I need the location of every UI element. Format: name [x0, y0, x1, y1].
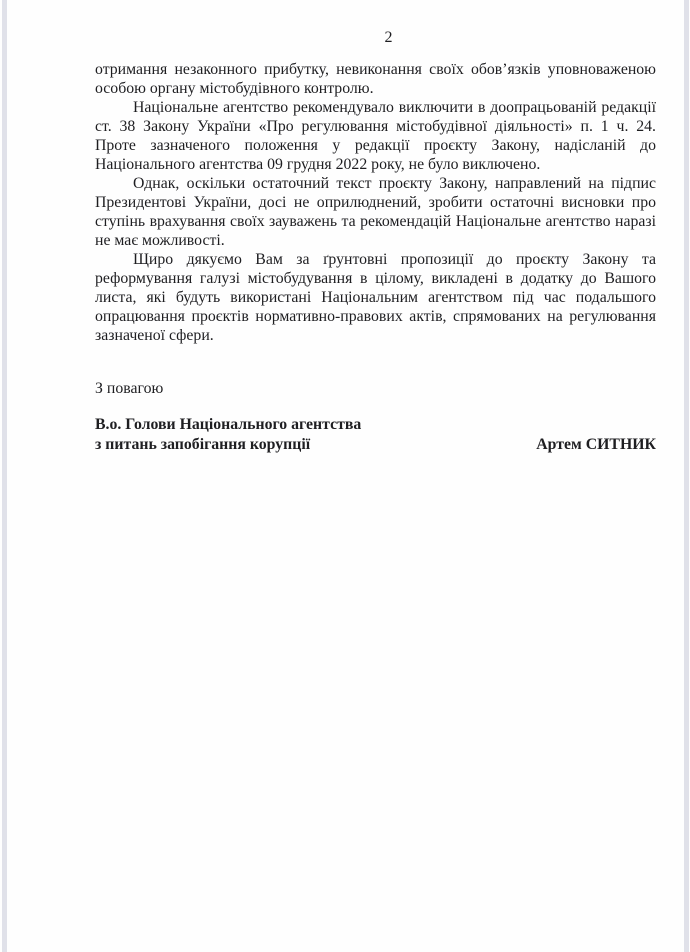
signature-block [95, 415, 656, 455]
signer-title-line1: В.о. Голови Національного агентства [95, 416, 362, 433]
page-content [95, 28, 656, 455]
closing-salutation: З повагою [95, 380, 164, 397]
paragraph: Національне агентство рекомендувало виключити в доопрацьованій редакції ст. 38 Закону України «Про регулювання містобудівної діяльності» п. 1 ч. 24. Проте зазначеного положення у редакції проєкту Закону, надісланій до Національного агентства 09 грудня 2022 року, не було виключено. [95, 99, 656, 173]
paragraph: отримання незаконного прибутку, невиконання своїх обов’язків уповноваженою особою органу містобудівного контролю. [95, 61, 656, 97]
page-right-edge-shadow [684, 0, 689, 952]
paragraph: Однак, оскільки остаточний текст проєкту Закону, направлений на підпис Президентові України, досі не оприлюднений, зробити остаточні висновки про ступінь врахування своїх зауважень та рекомендацій Національне агентство наразі не має можливості. [95, 175, 656, 249]
paragraph: Щиро дякуємо Вам за ґрунтовні пропозиції до проєкту Закону та реформування галузі містобудування в цілому, викладені в додатку до Вашого листа, які будуть використані Національним агентством під час подальшого опрацювання проєктів нормативно-правових актів, спрямованих на регулювання зазначеної сфери. [95, 251, 656, 344]
signer-title-line2: з питань запобігання корупції [95, 436, 311, 453]
letter-body [95, 60, 656, 345]
page-number: 2 [384, 29, 393, 46]
page-left-edge-shadow [2, 0, 7, 952]
signer-name: Артем СИТНИК [536, 436, 656, 453]
